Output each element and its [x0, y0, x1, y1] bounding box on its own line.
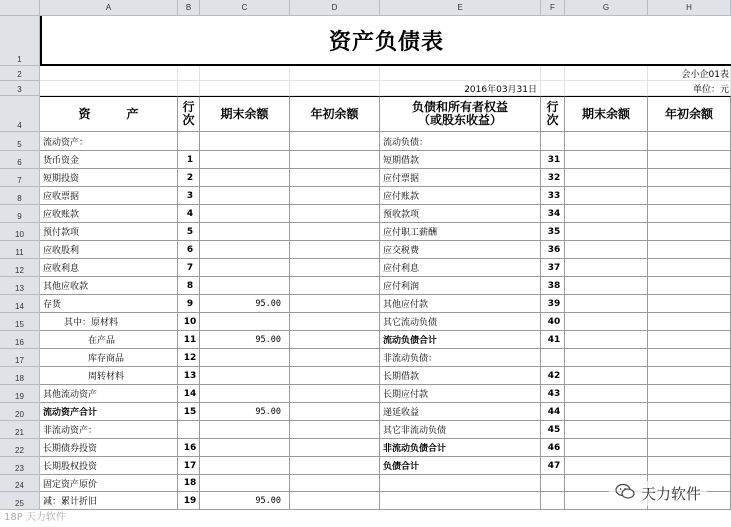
row-header-20[interactable]: 20 — [0, 403, 40, 421]
row-header-24[interactable]: 24 — [0, 475, 40, 492]
asset-row-no[interactable]: 14 — [178, 385, 200, 403]
liability-end-balance[interactable] — [565, 421, 648, 439]
liability-row-no[interactable]: 47 — [541, 457, 565, 475]
liability-end-balance[interactable] — [565, 151, 648, 169]
liability-begin-balance[interactable] — [648, 223, 731, 241]
liability-row-no[interactable]: 37 — [541, 259, 565, 277]
asset-label[interactable]: 应收账款 — [40, 205, 178, 223]
asset-label[interactable]: 长期股权投资 — [40, 457, 178, 475]
asset-row-no[interactable]: 11 — [178, 331, 200, 349]
liability-begin-balance[interactable] — [648, 421, 731, 439]
column-header-f[interactable]: F — [541, 0, 565, 16]
asset-end-balance[interactable] — [200, 457, 290, 475]
liability-begin-balance[interactable] — [648, 313, 731, 331]
row-header-1[interactable]: 1 — [0, 16, 40, 66]
liability-begin-balance[interactable] — [648, 205, 731, 223]
report-date: 2016年03月31日 — [464, 85, 537, 95]
liability-label[interactable]: 应交税费 — [380, 241, 541, 259]
liability-label[interactable]: 其它流动负债 — [380, 313, 541, 331]
asset-end-balance[interactable] — [200, 277, 290, 295]
row-header-5[interactable]: 5 — [0, 132, 40, 151]
asset-label[interactable]: 其中：原材料 — [40, 313, 178, 331]
row-header-10[interactable]: 10 — [0, 223, 40, 241]
liability-begin-balance[interactable] — [648, 277, 731, 295]
row-header-8[interactable]: 8 — [0, 187, 40, 205]
row-header-14[interactable]: 14 — [0, 295, 40, 313]
asset-label[interactable]: 库存商品 — [40, 349, 178, 367]
liability-end-balance[interactable] — [565, 132, 648, 151]
liability-row-no[interactable] — [541, 132, 565, 151]
liability-begin-balance[interactable] — [648, 259, 731, 277]
row-header-18[interactable]: 18 — [0, 367, 40, 385]
asset-row-no[interactable]: 13 — [178, 367, 200, 385]
liability-row-no[interactable]: 45 — [541, 421, 565, 439]
asset-label[interactable]: 流动资产： — [40, 132, 178, 151]
liability-row-no[interactable]: 38 — [541, 277, 565, 295]
end-balance-header: 期末余额 — [565, 96, 648, 132]
row-header-7[interactable]: 7 — [0, 169, 40, 187]
liability-label[interactable]: 长期借款 — [380, 367, 541, 385]
liability-row-no[interactable]: 31 — [541, 151, 565, 169]
asset-end-balance[interactable] — [200, 313, 290, 331]
liability-row-no[interactable]: 36 — [541, 241, 565, 259]
asset-label[interactable]: 存货 — [40, 295, 178, 313]
asset-begin-balance[interactable] — [290, 223, 380, 241]
column-header-h[interactable]: H — [648, 0, 731, 16]
asset-begin-balance[interactable] — [290, 187, 380, 205]
liability-begin-balance[interactable] — [648, 187, 731, 205]
liability-row-no[interactable]: 34 — [541, 205, 565, 223]
liability-begin-balance[interactable] — [648, 295, 731, 313]
row-header-11[interactable]: 11 — [0, 241, 40, 259]
report-title: 资产负债表 — [40, 16, 731, 66]
grid-cell[interactable] — [178, 81, 200, 96]
row-header-15[interactable]: 15 — [0, 313, 40, 331]
liability-begin-balance[interactable] — [648, 367, 731, 385]
begin-balance-header: 年初余额 — [290, 96, 380, 132]
asset-begin-balance[interactable] — [290, 277, 380, 295]
column-header-b[interactable]: B — [178, 0, 200, 16]
row-header-21[interactable]: 21 — [0, 421, 40, 439]
liability-begin-balance[interactable] — [648, 439, 731, 457]
grid-cell[interactable] — [290, 81, 380, 96]
watermark-corner: 18P 天力软件 — [4, 512, 66, 523]
asset-row-no[interactable]: 9 — [178, 295, 200, 313]
asset-row-no[interactable]: 18 — [178, 475, 200, 492]
asset-begin-balance[interactable] — [290, 169, 380, 187]
liability-label[interactable]: 预收款项 — [380, 205, 541, 223]
asset-label[interactable]: 固定资产原价 — [40, 475, 178, 492]
liability-label[interactable]: 负债合计 — [380, 457, 541, 475]
liability-end-balance[interactable] — [565, 205, 648, 223]
liability-row-no[interactable] — [541, 475, 565, 492]
row-header-23[interactable]: 23 — [0, 457, 40, 475]
asset-row-no[interactable]: 3 — [178, 187, 200, 205]
asset-row-no[interactable] — [178, 421, 200, 439]
liability-row-no[interactable]: 33 — [541, 187, 565, 205]
liability-end-balance[interactable] — [565, 169, 648, 187]
liability-begin-balance[interactable] — [648, 385, 731, 403]
asset-begin-balance[interactable] — [290, 151, 380, 169]
asset-begin-balance[interactable] — [290, 403, 380, 421]
asset-begin-balance[interactable] — [290, 331, 380, 349]
column-header-c[interactable]: C — [200, 0, 290, 16]
asset-begin-balance[interactable] — [290, 241, 380, 259]
asset-row-no[interactable]: 17 — [178, 457, 200, 475]
asset-label[interactable]: 减：累计折旧 — [40, 492, 178, 510]
liability-end-balance[interactable] — [565, 277, 648, 295]
form-code: 会小企01表 — [681, 70, 729, 80]
grid-cell[interactable] — [200, 81, 290, 96]
liability-label[interactable] — [380, 492, 541, 510]
asset-label[interactable]: 应收股利 — [40, 241, 178, 259]
grid-cell[interactable] — [541, 66, 565, 81]
liability-label[interactable]: 非流动负债： — [380, 349, 541, 367]
asset-begin-balance[interactable] — [290, 132, 380, 151]
asset-row-no[interactable]: 16 — [178, 439, 200, 457]
liability-row-no[interactable]: 35 — [541, 223, 565, 241]
liabilities-header-line2: （或股东收益） — [417, 113, 502, 127]
asset-begin-balance[interactable] — [290, 457, 380, 475]
liability-label[interactable]: 应付利息 — [380, 259, 541, 277]
asset-label[interactable]: 应收利息 — [40, 259, 178, 277]
liability-end-balance[interactable] — [565, 187, 648, 205]
liability-begin-balance[interactable] — [648, 403, 731, 421]
asset-begin-balance[interactable] — [290, 259, 380, 277]
asset-row-no[interactable]: 1 — [178, 151, 200, 169]
row-header-3[interactable]: 3 — [0, 81, 40, 96]
liability-begin-balance[interactable] — [648, 457, 731, 475]
asset-end-balance[interactable] — [200, 187, 290, 205]
liability-label[interactable]: 应付票据 — [380, 169, 541, 187]
liability-label[interactable]: 流动负债合计 — [380, 331, 541, 349]
asset-end-balance[interactable] — [200, 205, 290, 223]
liability-row-no[interactable]: 32 — [541, 169, 565, 187]
asset-end-balance[interactable] — [200, 421, 290, 439]
liability-end-balance[interactable] — [565, 241, 648, 259]
watermark — [609, 481, 707, 506]
row-header-25[interactable]: 25 — [0, 492, 40, 510]
asset-label[interactable]: 货币资金 — [40, 151, 178, 169]
row-no-header: 行次 — [178, 96, 200, 132]
asset-row-no[interactable]: 12 — [178, 349, 200, 367]
asset-end-balance[interactable]: 95.00 — [200, 492, 290, 510]
liability-label[interactable] — [380, 475, 541, 492]
row-header-12[interactable]: 12 — [0, 259, 40, 277]
select-all-corner[interactable] — [0, 0, 40, 16]
asset-row-no[interactable]: 10 — [178, 313, 200, 331]
liability-row-no[interactable]: 39 — [541, 295, 565, 313]
asset-label[interactable]: 非流动资产： — [40, 421, 178, 439]
liability-row-no[interactable]: 44 — [541, 403, 565, 421]
row-header-13[interactable]: 13 — [0, 277, 40, 295]
asset-begin-balance[interactable] — [290, 439, 380, 457]
liability-end-balance[interactable] — [565, 439, 648, 457]
liability-label[interactable]: 其他应付款 — [380, 295, 541, 313]
grid-cell[interactable] — [290, 66, 380, 81]
asset-begin-balance[interactable] — [290, 295, 380, 313]
asset-end-balance[interactable] — [200, 241, 290, 259]
wechat-icon — [615, 483, 635, 504]
asset-end-balance[interactable] — [200, 367, 290, 385]
begin-balance-header: 年初余额 — [648, 96, 731, 132]
asset-end-balance[interactable]: 95.00 — [200, 295, 290, 313]
liability-row-no[interactable] — [541, 492, 565, 510]
asset-label[interactable]: 在产品 — [40, 331, 178, 349]
asset-end-balance[interactable] — [200, 475, 290, 492]
liability-label[interactable]: 应付账款 — [380, 187, 541, 205]
asset-row-no[interactable]: 6 — [178, 241, 200, 259]
liability-begin-balance[interactable] — [648, 132, 731, 151]
liability-label[interactable]: 短期借款 — [380, 151, 541, 169]
liability-end-balance[interactable] — [565, 313, 648, 331]
liability-label[interactable]: 递延收益 — [380, 403, 541, 421]
column-header-g[interactable]: G — [565, 0, 648, 16]
liability-row-no[interactable]: 46 — [541, 439, 565, 457]
column-header-e[interactable]: E — [380, 0, 541, 16]
row-header-9[interactable]: 9 — [0, 205, 40, 223]
liability-begin-balance[interactable] — [648, 331, 731, 349]
asset-row-no[interactable]: 4 — [178, 205, 200, 223]
liability-row-no[interactable]: 40 — [541, 313, 565, 331]
asset-label[interactable]: 周转材料 — [40, 367, 178, 385]
row-header-2[interactable]: 2 — [0, 66, 40, 81]
asset-label[interactable]: 应收票据 — [40, 187, 178, 205]
grid-cell[interactable] — [178, 66, 200, 81]
asset-end-balance[interactable] — [200, 385, 290, 403]
asset-begin-balance[interactable] — [290, 385, 380, 403]
row-header-4[interactable]: 4 — [0, 96, 40, 132]
liabilities-header — [380, 96, 541, 132]
liability-end-balance[interactable] — [565, 259, 648, 277]
row-header-17[interactable]: 17 — [0, 349, 40, 367]
asset-begin-balance[interactable] — [290, 367, 380, 385]
asset-end-balance[interactable] — [200, 349, 290, 367]
column-header-d[interactable]: D — [290, 0, 380, 16]
liability-label[interactable]: 应付职工薪酬 — [380, 223, 541, 241]
asset-end-balance[interactable] — [200, 259, 290, 277]
asset-label[interactable]: 流动资产合计 — [40, 403, 178, 421]
row-header-22[interactable]: 22 — [0, 439, 40, 457]
asset-begin-balance[interactable] — [290, 313, 380, 331]
asset-row-no[interactable]: 7 — [178, 259, 200, 277]
assets-header: 资 产 — [40, 96, 178, 132]
asset-end-balance[interactable] — [200, 223, 290, 241]
asset-end-balance[interactable] — [200, 169, 290, 187]
liability-end-balance[interactable] — [565, 331, 648, 349]
asset-end-balance[interactable] — [200, 151, 290, 169]
row-header-6[interactable]: 6 — [0, 151, 40, 169]
liability-row-no[interactable]: 41 — [541, 331, 565, 349]
asset-end-balance[interactable] — [200, 439, 290, 457]
grid-cell[interactable] — [40, 81, 178, 96]
asset-row-no[interactable]: 15 — [178, 403, 200, 421]
asset-label[interactable]: 其他流动资产 — [40, 385, 178, 403]
liability-end-balance[interactable] — [565, 403, 648, 421]
asset-end-balance[interactable] — [200, 132, 290, 151]
liability-row-no[interactable]: 42 — [541, 367, 565, 385]
liability-row-no[interactable]: 43 — [541, 385, 565, 403]
liability-row-no[interactable] — [541, 349, 565, 367]
asset-begin-balance[interactable] — [290, 475, 380, 492]
grid-cell[interactable] — [541, 81, 565, 96]
column-header-a[interactable]: A — [40, 0, 178, 16]
liability-begin-balance[interactable] — [648, 241, 731, 259]
liabilities-header-line1: 负债和所有者权益 — [411, 100, 508, 115]
liability-end-balance[interactable] — [565, 349, 648, 367]
asset-row-no[interactable]: 19 — [178, 492, 200, 510]
row-header-19[interactable]: 19 — [0, 385, 40, 403]
liability-label[interactable]: 其它非流动负债 — [380, 421, 541, 439]
liability-end-balance[interactable] — [565, 295, 648, 313]
liability-begin-balance[interactable] — [648, 349, 731, 367]
liability-label[interactable]: 长期应付款 — [380, 385, 541, 403]
row-header-16[interactable]: 16 — [0, 331, 40, 349]
grid-cell[interactable] — [380, 66, 541, 81]
liability-end-balance[interactable] — [565, 457, 648, 475]
asset-row-no[interactable]: 5 — [178, 223, 200, 241]
liability-begin-balance[interactable] — [648, 151, 731, 169]
grid-cell[interactable] — [200, 66, 290, 81]
asset-begin-balance[interactable] — [290, 492, 380, 510]
asset-row-no[interactable]: 8 — [178, 277, 200, 295]
asset-end-balance[interactable]: 95.00 — [200, 403, 290, 421]
liability-end-balance[interactable] — [565, 223, 648, 241]
row-no-header: 行次 — [541, 96, 565, 132]
unit-label: 单位：元 — [692, 85, 729, 95]
asset-begin-balance[interactable] — [290, 349, 380, 367]
liability-begin-balance[interactable] — [648, 169, 731, 187]
asset-label[interactable]: 预付款项 — [40, 223, 178, 241]
watermark-text: 天力软件 — [640, 485, 701, 503]
liability-end-balance[interactable] — [565, 385, 648, 403]
liability-label[interactable]: 应付利润 — [380, 277, 541, 295]
liability-label[interactable]: 非流动负债合计 — [380, 439, 541, 457]
asset-row-no[interactable] — [178, 132, 200, 151]
end-balance-header: 期末余额 — [200, 96, 290, 132]
asset-row-no[interactable]: 2 — [178, 169, 200, 187]
liability-end-balance[interactable] — [565, 367, 648, 385]
liability-label[interactable]: 流动负债： — [380, 132, 541, 151]
asset-begin-balance[interactable] — [290, 205, 380, 223]
asset-label[interactable]: 长期债券投资 — [40, 439, 178, 457]
asset-label[interactable]: 短期投资 — [40, 169, 178, 187]
asset-end-balance[interactable]: 95.00 — [200, 331, 290, 349]
asset-begin-balance[interactable] — [290, 421, 380, 439]
asset-label[interactable]: 其他应收款 — [40, 277, 178, 295]
grid-cell[interactable] — [40, 66, 178, 81]
